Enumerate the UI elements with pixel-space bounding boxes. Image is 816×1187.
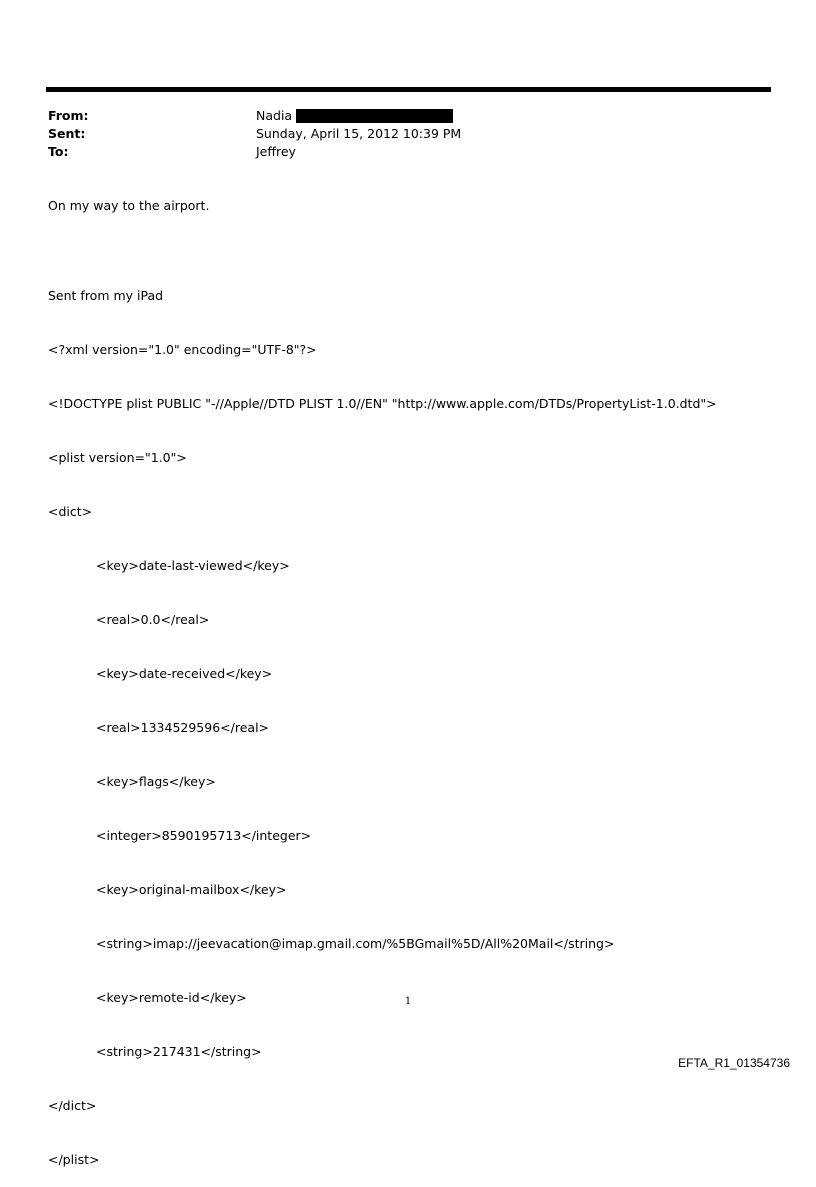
email-body: [48, 197, 768, 215]
plist-line: <!DOCTYPE plist PUBLIC "-//Apple//DTD PLIST 1.0//EN" "http://www.apple.com/DTDs/PropertyList-1.0.dtd">: [48, 396, 717, 411]
document-id: EFTA_R1_01354736: [678, 1056, 790, 1070]
email-header: [48, 107, 768, 161]
body-message: On my way to the airport.: [48, 198, 210, 213]
plist-line: <plist version="1.0">: [48, 450, 187, 465]
sent-row: [48, 125, 768, 143]
page-number: 1: [404, 996, 412, 1007]
from-value: [256, 107, 453, 125]
plist-line: <string>imap://jeevacation@imap.gmail.com/%5BGmail%5D/All%20Mail</string>: [96, 936, 615, 951]
to-label: To:: [48, 144, 69, 159]
plist-line: <string>217431</string>: [96, 1044, 262, 1059]
from-label: From:: [48, 108, 89, 123]
plist-block: [48, 251, 768, 1187]
plist-line: <key>remote-id</key>: [96, 990, 247, 1005]
plist-line: </plist>: [48, 1152, 100, 1167]
sent-label: Sent:: [48, 126, 86, 141]
plist-line: <key>original-mailbox</key>: [96, 882, 287, 897]
plist-line: <dict>: [48, 504, 93, 519]
signature-line: Sent from my iPad: [48, 288, 164, 303]
sent-value: Sunday, April 15, 2012 10:39 PM: [256, 126, 462, 141]
to-value: Jeffrey: [256, 144, 296, 159]
plist-line: <key>date-received</key>: [96, 666, 273, 681]
plist-line: <integer>8590195713</integer>: [96, 828, 312, 843]
plist-line: <key>flags</key>: [96, 774, 216, 789]
plist-line: </dict>: [48, 1098, 97, 1113]
plist-line: <real>0.0</real>: [96, 612, 210, 627]
plist-line: <key>date-last-viewed</key>: [96, 558, 290, 573]
redaction-block: [296, 109, 453, 123]
from-row: [48, 107, 768, 125]
to-row: [48, 143, 768, 161]
from-name: Nadia: [256, 108, 293, 123]
plist-line: <?xml version="1.0" encoding="UTF-8"?>: [48, 342, 317, 357]
plist-line: <real>1334529596</real>: [96, 720, 270, 735]
header-divider: [46, 87, 771, 92]
